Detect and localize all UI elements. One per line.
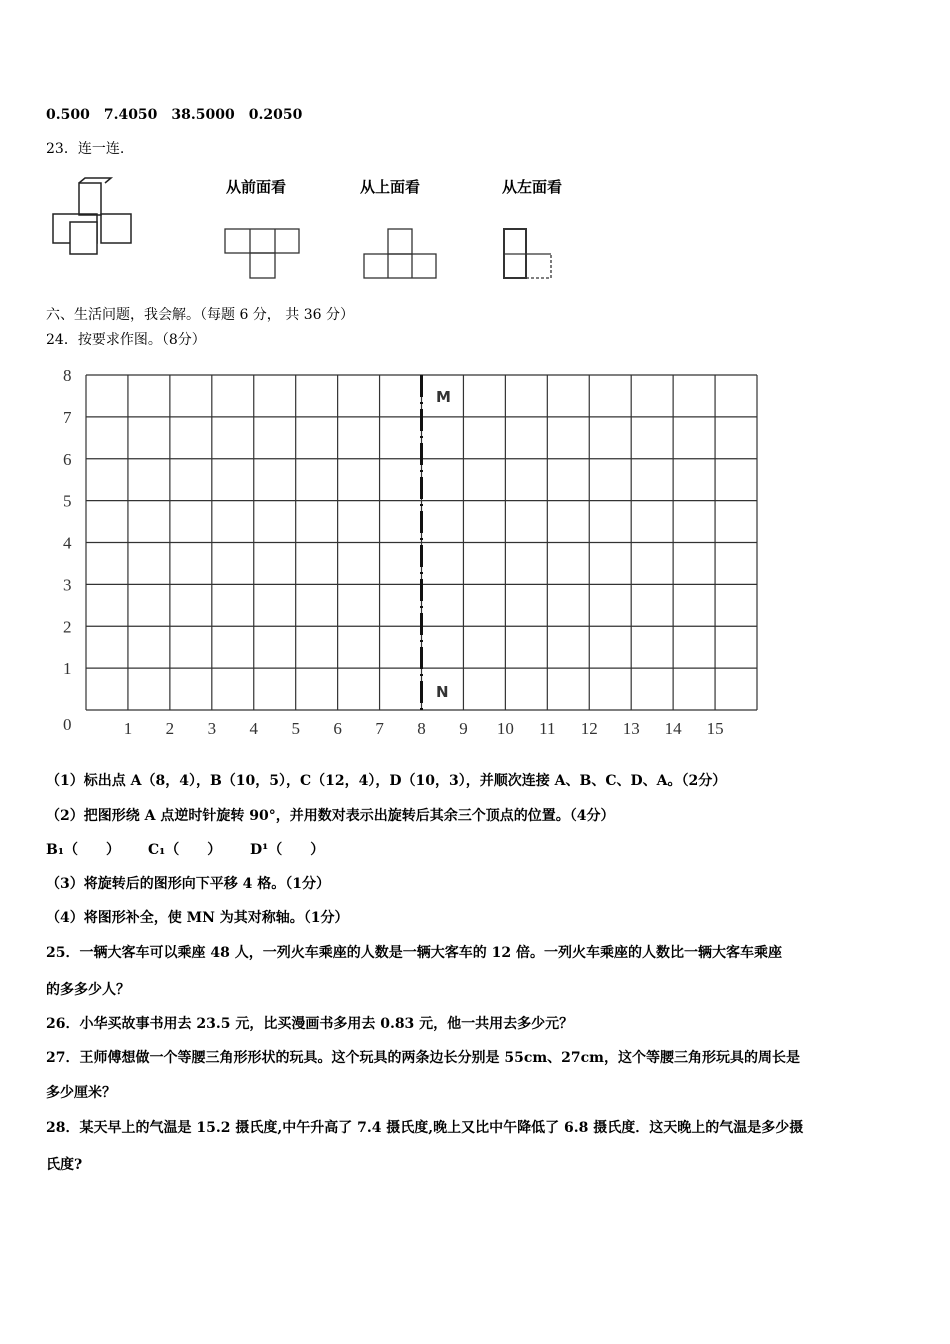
q28-line1: 28．某天早上的气温是 15.2 摄氏度,中午升高了 7.4 摄氏度,晚上又比中午降低了 6.8 摄氏度．这天晚上的气温是多少摄	[46, 1120, 804, 1136]
q24-title: 24．按要求作图。（8分）	[46, 332, 206, 348]
x-tick-label: 12	[580, 719, 598, 738]
q24-part3: （3）将旋转后的图形向下平移 4 格。（1分）	[46, 876, 330, 892]
q24-part4: （4）将图形补全，使 MN 为其对称轴。（1分）	[46, 910, 349, 926]
x-tick-label: 10	[496, 719, 514, 738]
x-tick-label: 9	[459, 719, 468, 738]
x-tick-label: 2	[165, 719, 175, 738]
x-tick-label: 14	[664, 719, 682, 738]
q24-part1: （1）标出点 A（8，4），B（10，5），C（12，4），D（10，3），并顺次连接 A、B、C、D、A。（2分）	[46, 773, 727, 789]
q28-line2: 氏度?	[46, 1157, 83, 1173]
x-tick-label: 13	[622, 719, 640, 738]
label-m: M	[436, 388, 451, 406]
x-tick-label: 5	[291, 719, 300, 738]
view-label-front: 从前面看	[226, 178, 287, 196]
x-tick-label: 8	[417, 719, 426, 738]
x-tick-label: 11	[539, 719, 556, 738]
x-tick-label: 4	[249, 719, 258, 738]
q26: 26．小华买故事书用去 23.5 元，比买漫画书多用去 0.83 元，他一共用去多少元？	[46, 1016, 574, 1032]
label-n: N	[436, 683, 449, 701]
x-tick-label: 7	[375, 719, 384, 738]
y-tick-label: 6	[63, 449, 72, 469]
y-tick-label: 2	[63, 617, 72, 637]
q25-line1: 25．一辆大客车可以乘座 48 人，一列火车乘座的人数是一辆大客车的 12 倍。一列火车乘座的人数比一辆大客车乘座	[46, 945, 782, 961]
blank-d1[interactable]: D¹（ ）	[250, 842, 325, 858]
section-heading: 六、生活问题，我会解。（每题 6 分， 共 36 分）	[46, 307, 354, 323]
previous-answer: 0.500 7.4050 38.5000 0.2050	[46, 107, 303, 123]
y-tick-label: 8	[63, 366, 72, 385]
view-label-left: 从左面看	[502, 178, 563, 196]
y-tick-label: 5	[63, 491, 72, 511]
q27-line2: 多少厘米？	[46, 1085, 116, 1101]
y-tick-label: 4	[63, 533, 72, 553]
blank-b1[interactable]: B₁（ ）	[46, 842, 120, 858]
y-tick-label: 1	[63, 659, 72, 679]
q23-title: 23．连一连.	[46, 141, 125, 157]
blank-c1[interactable]: C₁（ ）	[148, 842, 222, 858]
y-tick-label: 3	[63, 575, 72, 595]
y-tick-label: 0	[63, 715, 72, 734]
q27-line1: 27．王师傅想做一个等腰三角形形状的玩具。这个玩具的两条边长分别是 55cm、27cm，这个等腰三角形玩具的周长是	[46, 1050, 800, 1066]
view-label-top: 从上面看	[360, 178, 421, 196]
x-tick-label: 15	[706, 719, 724, 738]
x-tick-label: 3	[207, 719, 217, 738]
x-tick-label: 6	[333, 719, 342, 738]
q24-part2: （2）把图形绕 A 点逆时针旋转 90°，并用数对表示出旋转后其余三个顶点的位置。（4分）	[46, 808, 615, 824]
y-tick-label: 7	[63, 407, 72, 427]
x-tick-label: 1	[123, 719, 133, 738]
q25-line2: 的多多少人？	[46, 982, 130, 998]
